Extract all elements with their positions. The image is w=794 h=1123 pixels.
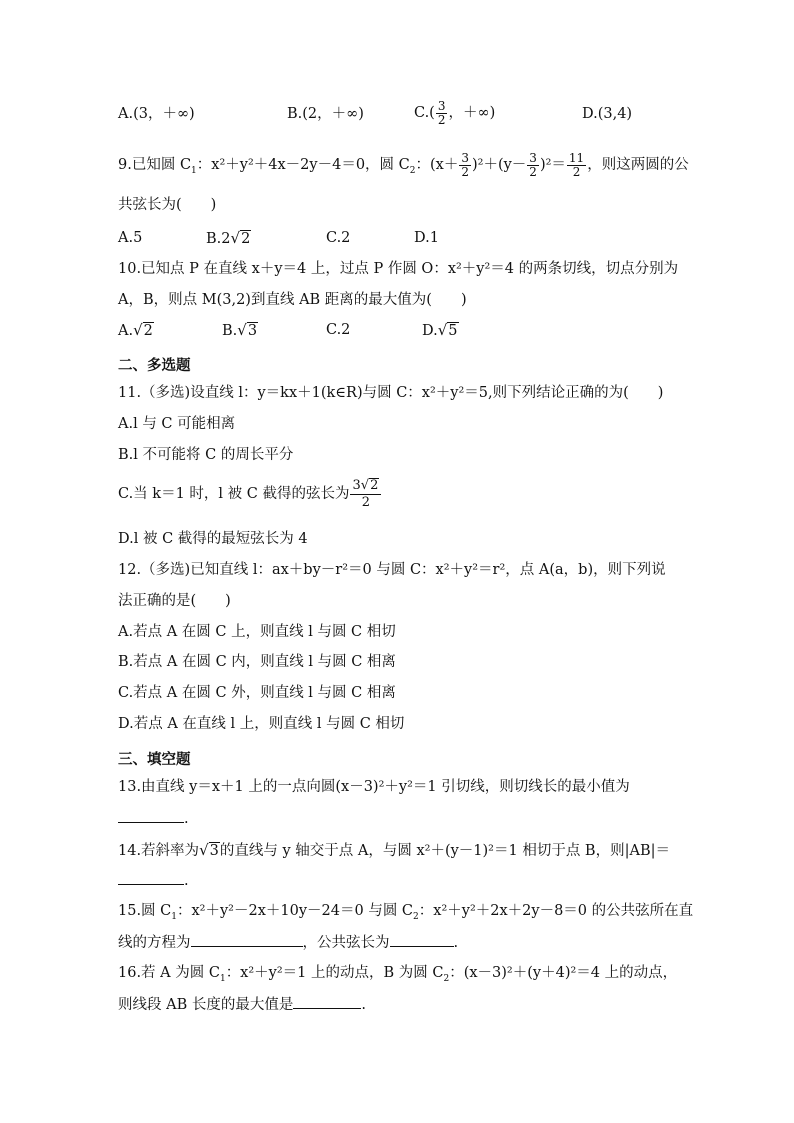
q15-answer-blank-1[interactable]	[191, 932, 303, 947]
q11-option-d: D.l 被 C 截得的最短弦长为 4	[118, 531, 308, 547]
sqrt-icon: √	[199, 841, 209, 859]
q16-stem-line1	[118, 963, 677, 989]
q11-c-fraction	[350, 478, 381, 511]
q11-c-radicand: 2	[370, 477, 379, 493]
q9-f1-num: 3	[461, 150, 469, 165]
q15-answer-blank-2[interactable]	[390, 932, 454, 947]
q13-answer-line	[118, 808, 189, 829]
sqrt-icon: √	[237, 321, 247, 339]
q15-stem-line1	[118, 901, 693, 927]
q9-sub1: 1	[191, 165, 197, 176]
q9-tail: ，则这两圆的公	[587, 157, 689, 173]
q9-f3-num: 11	[568, 150, 585, 165]
sqrt-icon: √	[437, 321, 448, 339]
q14-suffix: 的直线与 y 轴交于点 A，与圆 x²＋(y－1)²＝1 相切于点 B，则|AB|＝	[219, 843, 670, 859]
q11-c-denominator: 2	[361, 494, 371, 510]
q10-stem-line1: 10.已知点 P 在直线 x＋y＝4 上，过点 P 作圆 O：x²＋y²＝4 的两条切线，切点分别为	[118, 261, 679, 277]
q10-option-d	[422, 320, 459, 341]
q14-period: .	[184, 873, 189, 889]
q9-eq2b: )²＋(y－	[471, 157, 527, 173]
q12-stem-line1: 12.（多选)已知直线 l：ax＋by－r²＝0 与圆 C：x²＋y²＝r²，点 A(a，b)，则下列说	[118, 562, 666, 578]
q9-f2-num: 3	[529, 150, 537, 165]
q15-sub1: 1	[171, 911, 177, 922]
q14-stem	[118, 840, 670, 861]
q14-answer-line	[118, 870, 189, 891]
q9-b-prefix: B.2	[206, 231, 231, 247]
q12-stem-line2: 法正确的是( )	[118, 593, 231, 609]
q15-period: .	[453, 935, 459, 951]
section-title-fill-blank: 三、填空题	[118, 752, 191, 768]
q14-answer-blank[interactable]	[118, 870, 184, 885]
q8-option-d: D.(3,4)	[582, 106, 633, 122]
q10-a-radicand: 2	[143, 323, 153, 339]
q10-b-radicand: 3	[247, 323, 258, 339]
q11-stem: 11.（多选)设直线 l：y＝kx＋1(k∈R)与圆 C：x²＋y²＝5,则下列结论正确的为( )	[118, 385, 664, 401]
q8-option-b: B.(2，＋∞)	[287, 106, 364, 122]
q9-sub2: 2	[409, 165, 416, 176]
q13-stem: 13.由直线 y＝x＋1 上的一点向圆(x－3)²＋y²＝1 引切线，则切线长的最小值为	[118, 779, 630, 795]
q9-pre: 9.已知圆 C	[118, 157, 192, 173]
q9-fraction-2	[527, 152, 539, 179]
q12-option-c: C.若点 A 在圆 C 外，则直线 l 与圆 C 相离	[118, 685, 396, 701]
q15-line2-text-b: ，公共弦长为	[302, 935, 390, 951]
q10-option-c: C.2	[326, 322, 351, 338]
q16-mid: ：x²＋y²＝1 上的动点，B 为圆 C	[225, 965, 444, 981]
q11-option-a: A.l 与 C 可能相离	[118, 416, 236, 432]
q10-d-prefix: D.	[422, 323, 438, 339]
q8-c-numerator: 3	[437, 98, 446, 113]
q9-f2-den: 2	[529, 164, 537, 179]
q12-option-b: B.若点 A 在圆 C 内，则直线 l 与圆 C 相离	[118, 654, 396, 670]
q8-c-denominator: 2	[437, 112, 446, 127]
q11-c-numerator	[350, 478, 381, 495]
q16-answer-blank[interactable]	[293, 994, 361, 1009]
q11-c-coef: 3	[352, 477, 361, 493]
q8-option-a: A.(3，＋∞)	[118, 106, 195, 122]
q9-eq1: ：x²＋y²＋4x－2y－4＝0，圆 C	[196, 157, 410, 173]
q12-option-a: A.若点 A 在圆 C 上，则直线 l 与圆 C 相切	[118, 624, 396, 640]
q8-c-suffix: ，＋∞)	[448, 105, 496, 121]
q11-option-b: B.l 不可能将 C 的周长平分	[118, 447, 294, 463]
q11-option-c	[118, 474, 382, 514]
q9-fraction-3	[567, 152, 586, 179]
q16-sub2: 2	[443, 973, 450, 984]
q9-fraction-1	[459, 152, 471, 179]
q9-option-d: D.1	[414, 230, 439, 246]
q16-stem-line2	[118, 994, 366, 1015]
q9-option-c: C.2	[326, 230, 351, 246]
sqrt-icon: √	[133, 321, 143, 339]
q10-b-prefix: B.	[222, 323, 238, 339]
q11-c-prefix: C.当 k＝1 时，l 被 C 截得的弦长为	[118, 486, 350, 502]
q10-option-a	[118, 320, 154, 341]
q9-stem-line1	[118, 150, 689, 186]
q9-option-a: A.5	[118, 230, 143, 246]
q8-c-fraction	[436, 100, 448, 127]
q15-stem-line2	[118, 932, 458, 953]
q10-stem-line2: A，B，则点 M(3,2)到直线 AB 距离的最大值为( )	[118, 292, 467, 308]
q12-option-d: D.若点 A 在直线 l 上，则直线 l 与圆 C 相切	[118, 716, 405, 732]
q10-d-radicand: 5	[448, 323, 458, 339]
q14-radicand: 3	[209, 843, 219, 859]
q15-post: ：x²＋y²＋2x＋2y－8＝0 的公共弦所在直	[418, 903, 694, 919]
q13-period: .	[184, 811, 189, 827]
q15-mid: ：x²＋y²－2x＋10y－24＝0 与圆 C	[177, 903, 414, 919]
q16-pre: 16.若 A 为圆 C	[118, 965, 220, 981]
q16-line2-text: 则线段 AB 长度的最大值是	[118, 997, 294, 1013]
q9-b-radicand: 2	[241, 231, 251, 247]
q16-sub1: 1	[219, 973, 226, 984]
sqrt-icon: √	[360, 477, 370, 493]
q15-pre: 15.圆 C	[118, 903, 172, 919]
q8-option-c	[414, 98, 495, 128]
q8-c-prefix: C.(	[414, 105, 435, 121]
q9-eq2a: ：(x＋	[415, 157, 459, 173]
q16-post: ：(x－3)²＋(y＋4)²＝4 上的动点，	[449, 965, 678, 981]
q13-answer-blank[interactable]	[118, 808, 184, 823]
sqrt-icon: √	[230, 229, 241, 247]
section-title-multi-choice: 二、多选题	[118, 358, 191, 374]
q15-sub2: 2	[413, 911, 419, 922]
q9-f1-den: 2	[461, 164, 469, 179]
q9-stem-line2: 共弦长为( )	[118, 197, 217, 213]
q10-option-b	[222, 320, 258, 341]
q9-eq2c: )²＝	[539, 157, 566, 173]
q10-a-prefix: A.	[118, 323, 134, 339]
q9-f3-den: 2	[572, 164, 581, 179]
q15-line2-text-a: 线的方程为	[118, 935, 191, 951]
q16-period: .	[361, 997, 366, 1013]
q14-prefix: 14.若斜率为	[118, 843, 200, 859]
q9-option-b	[206, 228, 251, 249]
